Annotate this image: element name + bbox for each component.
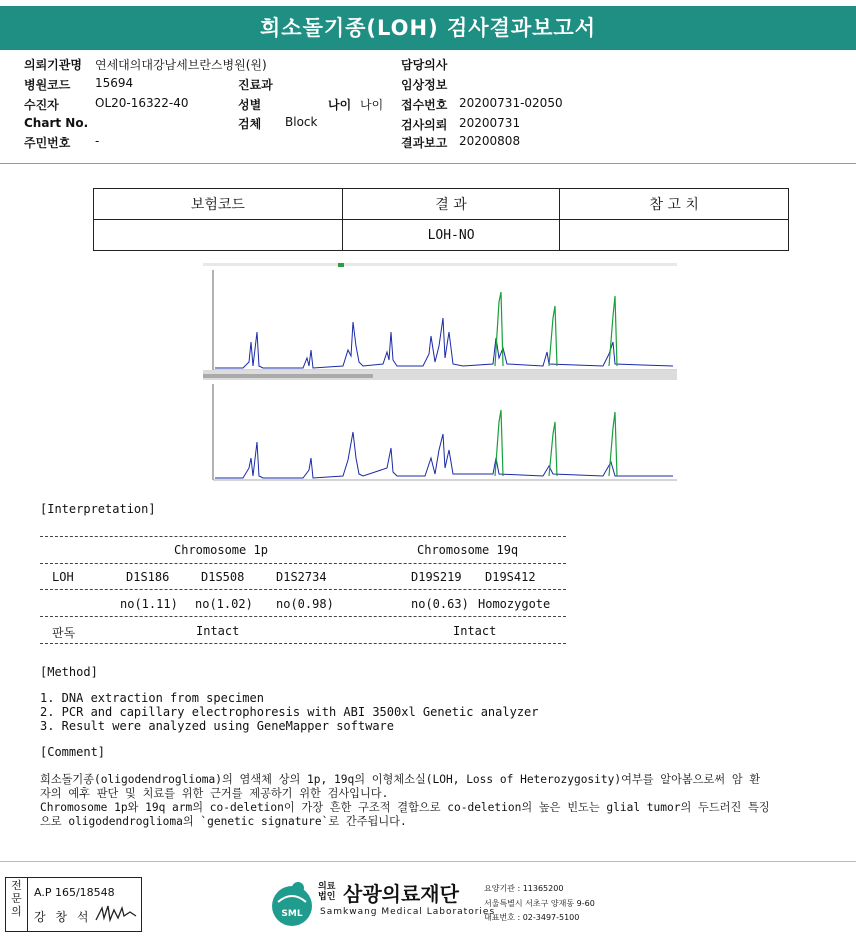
sex-label: 성별 <box>238 98 262 112</box>
marker-d19s412: D19S412 <box>485 570 536 584</box>
specimen-type-value: Block <box>285 115 318 129</box>
result-cell: LOH-NO <box>342 220 560 251</box>
insurance-code-header: 보험코드 <box>94 189 343 220</box>
dash-line <box>40 536 566 537</box>
value-d1s2734: no(0.98) <box>276 597 334 611</box>
org-type: 의료 법인 <box>318 882 336 902</box>
report-date-value: 20200808 <box>459 134 521 148</box>
result-header: 결 과 <box>342 189 560 220</box>
resident-no-label: 주민번호 <box>24 136 71 150</box>
interpretation-heading: [Interpretation] <box>40 502 156 516</box>
value-d19s412: Homozygote <box>478 597 551 611</box>
reference-header: 참 고 치 <box>560 189 789 220</box>
method-item: 3. Result were analyzed using GeneMapper software <box>40 719 395 733</box>
specimen-no-label: 수진자 <box>24 98 59 112</box>
signature-mark <box>94 902 138 926</box>
hospital-code-label: 병원코드 <box>24 78 71 92</box>
age-value: 나이 <box>360 98 384 112</box>
specimen-no-value: OL20-16322-40 <box>95 96 189 110</box>
stamp-license: A.P 165/18548 <box>34 886 115 899</box>
electropherogram-image <box>203 262 677 482</box>
dash-line <box>40 563 566 564</box>
hospital-code-value: 15694 <box>95 76 134 90</box>
judgement-label: 판독 <box>52 626 76 640</box>
marker-d1s186: D1S186 <box>126 570 170 584</box>
report-title: 희소돌기종(LOH) 검사결과보고서 <box>0 6 856 50</box>
value-d1s508: no(1.02) <box>195 597 253 611</box>
insurance-code-cell <box>94 220 343 251</box>
department-label: 진료과 <box>238 78 273 92</box>
doctor-label: 담당의사 <box>401 58 448 72</box>
resident-no-value: - <box>95 134 100 148</box>
age-label: 나이 <box>328 98 352 112</box>
loh-row-label: LOH <box>52 570 74 584</box>
marker-d19s219: D19S219 <box>411 570 462 584</box>
comment-line: 으로 oligodendroglioma의 `genetic signature`로 간주됩니다. <box>40 815 407 828</box>
dash-line <box>40 616 566 617</box>
receipt-no-label: 접수번호 <box>401 98 448 112</box>
org-english-name: Samkwang Medical Laboratories <box>320 907 496 917</box>
report-date-label: 결과보고 <box>401 136 448 150</box>
org-address: 서울특별시 서초구 양재동 9-60 <box>484 899 595 908</box>
footer-divider <box>0 861 856 862</box>
method-item: 2. PCR and capillary electrophoresis with ABI 3500xl Genetic analyzer <box>40 705 539 719</box>
value-d1s186: no(1.11) <box>120 597 178 611</box>
comment-line: 자의 예후 판단 및 치료를 위한 근거를 제공하기 위한 검사입니다. <box>40 787 389 800</box>
judgement-1p: Intact <box>196 624 240 638</box>
dash-line <box>40 643 566 644</box>
header-divider <box>0 163 856 164</box>
method-heading: [Method] <box>40 665 98 679</box>
stamp-side-label: 전문의 <box>6 878 28 931</box>
comment-line: Chromosome 1p와 19q arm의 co-deletion이 가장 흔한 구조적 결함으로 co-deletion의 높은 빈도는 glial tumor의 두드러진 특징 <box>40 801 770 814</box>
chromosome-1p-header: Chromosome 1p <box>174 543 268 557</box>
clinical-info-label: 임상정보 <box>401 78 448 92</box>
receipt-no-value: 20200731-02050 <box>459 96 563 110</box>
request-date-label: 검사의뢰 <box>401 118 448 132</box>
comment-heading: [Comment] <box>40 745 106 759</box>
sml-logo-icon <box>268 880 316 928</box>
result-code-table <box>93 188 789 251</box>
institution-value: 연세대의대강남세브란스병원(원) <box>95 58 267 72</box>
institution-label: 의뢰기관명 <box>24 58 82 72</box>
marker-d1s508: D1S508 <box>201 570 245 584</box>
marker-d1s2734: D1S2734 <box>276 570 327 584</box>
chart-no-label: Chart No. <box>24 116 89 130</box>
chromosome-19q-header: Chromosome 19q <box>417 543 519 557</box>
pathologist-stamp <box>5 877 142 932</box>
logo-text: SML <box>281 909 303 919</box>
org-phone: 대표번호 : 02-3497-5100 <box>484 913 580 922</box>
org-name: 삼광의료재단 <box>343 882 459 906</box>
specimen-type-label: 검체 <box>238 117 262 131</box>
value-d19s219: no(0.63) <box>411 597 469 611</box>
stamp-name: 강 창 석 <box>34 910 92 924</box>
judgement-19q: Intact <box>453 624 497 638</box>
comment-line: 희소돌기종(oligodendroglioma)의 염색체 상의 1p, 19q의 이형체소실(LOH, Loss of Heterozygosity)여부를 알아봄으로써 암 환 <box>40 773 761 786</box>
org-facility-code: 요양기관 : 11365200 <box>484 884 564 893</box>
method-item: 1. DNA extraction from specimen <box>40 691 264 705</box>
dash-line <box>40 589 566 590</box>
reference-cell <box>560 220 789 251</box>
request-date-value: 20200731 <box>459 116 521 130</box>
